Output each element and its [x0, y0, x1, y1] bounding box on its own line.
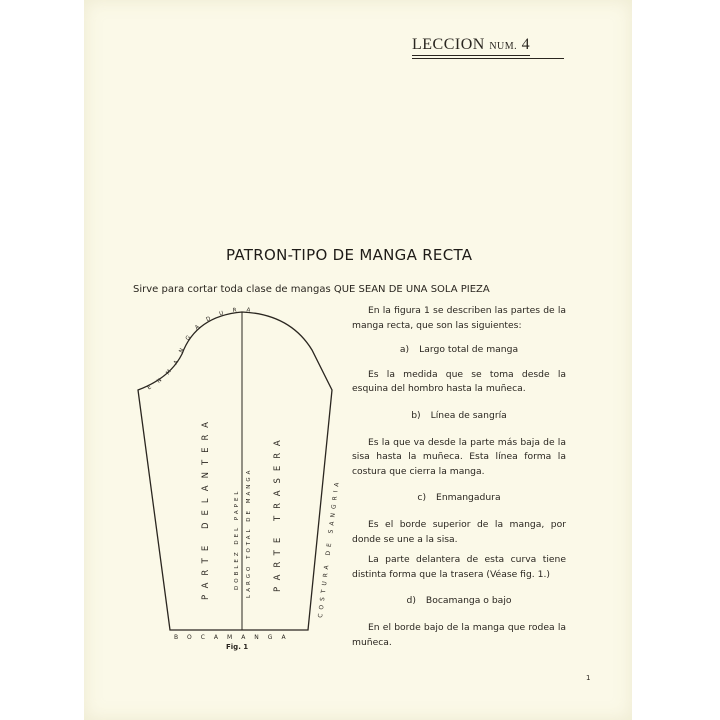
heading-c-text: Enmangadura — [436, 492, 501, 504]
cap-label: ENMANGADURA — [146, 306, 260, 392]
lesson-word: LECCION — [412, 36, 485, 53]
paragraph-intro: En la figura 1 se describen las partes de la manga recta, que son las siguientes: — [352, 305, 566, 331]
lesson-num-label: NUM. — [489, 41, 518, 52]
front-label: PARTE DELANTERA — [201, 415, 211, 600]
heading-a-letter: a) — [399, 344, 410, 356]
back-label: PARTE TRASERA — [273, 433, 283, 592]
heading-b — [352, 409, 566, 424]
paragraph-b: Es la que va desde la parte más baja de la sisa hasta la muñeca. Esta línea forma la costura que cierra la manga. — [352, 436, 566, 477]
heading-b-text: Línea de sangría — [430, 409, 507, 421]
intro-text: Sirve para cortar toda clase de mangas QUE SEAN DE UNA SOLA PIEZA — [133, 284, 490, 295]
cuff-label: BOCAMANGA — [174, 634, 295, 640]
lesson-number: 4 — [521, 36, 531, 53]
lesson-heading — [412, 36, 530, 56]
heading-d-text: Bocamanga o bajo — [425, 595, 512, 607]
page-title: PATRON-TIPO DE MANGA RECTA — [226, 246, 473, 264]
heading-d — [352, 594, 566, 609]
paragraph-d: En el borde bajo de la manga que rodea la muñeca. — [352, 621, 566, 648]
svg-text:ENMANGADURA — [146, 307, 259, 392]
sleeve-pattern-figure — [130, 300, 345, 640]
seam-label: COSTURA DE SANGRIA — [317, 478, 342, 619]
page-number: 1 — [586, 674, 591, 682]
paragraph-a: Es la medida que se toma desde la esquina del hombro hasta la muñeca. — [352, 368, 566, 395]
heading-d-letter: d) — [406, 595, 416, 607]
heading-a-text: Largo total de manga — [419, 344, 519, 356]
text-column — [352, 304, 566, 650]
paragraph-c2: La parte delantera de esta curva tiene distinta forma que la trasera (Véase fig. 1.) — [352, 554, 566, 580]
figure-label: Fig. 1 — [226, 643, 249, 651]
heading-b-letter: b) — [411, 409, 421, 421]
paragraph-c1: Es el borde superior de la manga, por donde se une a la sisa. — [352, 518, 566, 545]
heading-c — [352, 491, 566, 506]
fold-label: DOBLEZ DEL PAPEL — [234, 488, 240, 590]
heading-a — [352, 343, 566, 358]
heading-c-letter: c) — [417, 492, 427, 504]
lesson-underline — [412, 58, 564, 59]
length-label: LARGO TOTAL DE MANGA — [246, 467, 252, 598]
